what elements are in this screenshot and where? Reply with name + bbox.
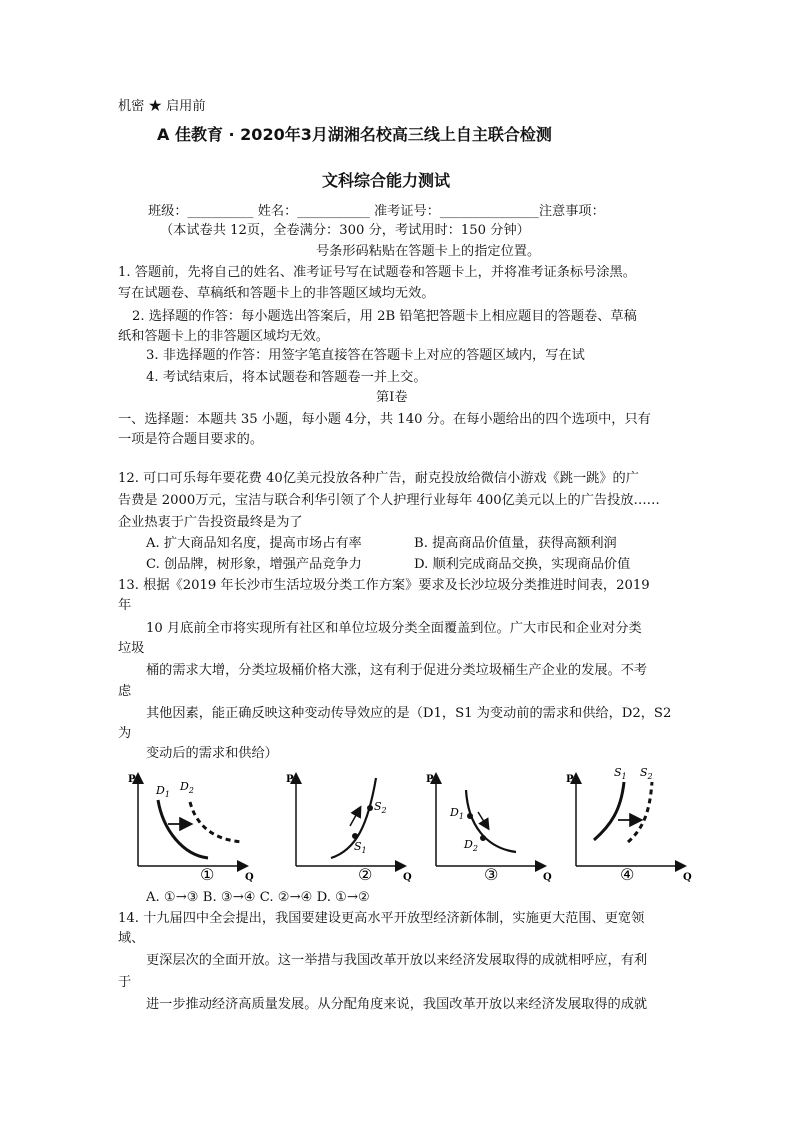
q14-stem-3: 进一步推动经济高质量发展。从分配角度来说，我国改革开放以来经济发展取得的成就 (146, 997, 648, 1012)
point-label-d1: $D_1$ (450, 806, 464, 821)
s2-curve (628, 782, 652, 842)
d-curve (466, 790, 516, 852)
q12-stem-2: 告费是 2000万元，宝洁与联合利华引领了个人护理行业每年 400亿美元以上的广告投放…… (118, 493, 660, 508)
volume-heading: 第Ⅰ卷 (376, 390, 408, 405)
graph-number: ② (358, 865, 373, 884)
curve-label-2: $D_2$ (180, 780, 194, 795)
curve-label-s2: $S_2$ (640, 766, 653, 781)
q13-stem-4-wrap: 为 (118, 726, 132, 741)
q14-stem-2: 更深层次的全面开放。这一举措与我国改革开放以来经济发展取得的成就相呼应，有利 (146, 953, 648, 968)
q14-stem-wrap: 域、 (118, 931, 145, 946)
axis-q-label: Q (245, 872, 254, 883)
q12-option-a: A. 扩大商品知名度，提高市场占有率 (146, 536, 362, 551)
q13-stem-5: 变动后的需求和供给） (146, 746, 278, 761)
curve-label-1: $D_1$ (156, 784, 170, 799)
graph-number: ③ (484, 865, 499, 884)
graph-1 (128, 770, 254, 890)
note-1: 1. 答题前，先将自己的姓名、准考证号写在试题卷和答题卡上，并将准考证条标号涂黑。 (118, 265, 636, 280)
graph-number: ④ (620, 865, 635, 884)
exam-title: A 佳教育 · 2020年3月湖湘名校高三线上自主联合检测 (157, 125, 552, 144)
confidential-mark: 机密 ★ 启用前 (118, 99, 206, 114)
graph-2 (286, 770, 412, 890)
s1-curve (594, 782, 624, 840)
student-info-fields: 班级：__________ 姓名：___________ 准考证号：_______________注意事项： (148, 204, 605, 219)
q13-stem-2-wrap: 垃圾 (118, 641, 145, 656)
barcode-note: 号条形码粘贴在答题卡上的指定位置。 (316, 244, 541, 259)
q13-stem-3-wrap: 虑 (118, 684, 132, 699)
q13-options: A. ①→③ B. ③→④ C. ②→④ D. ①→② (146, 890, 370, 905)
d1-curve (158, 800, 208, 858)
q12-stem: 12. 可口可乐每年要花费 40亿美元投放各种广告，耐克投放给微信小游戏《跳一跳》的广 (118, 471, 639, 486)
point-s2 (367, 805, 373, 811)
axis-q-label: Q (403, 872, 412, 883)
q12-option-d: D. 顺利完成商品交换，实现商品价值 (414, 557, 631, 572)
exam-meta: （本试卷共 12页，全卷满分：300 分，考试用时：150 分钟） (160, 223, 530, 238)
axis-p-label: P (566, 774, 574, 785)
point-d1 (467, 813, 473, 819)
exam-subtitle: 文科综合能力测试 (322, 171, 451, 190)
section-intro-cont: 一项是符合题目要求的。 (118, 432, 264, 447)
q14-stem: 14. 十九届四中全会提出，我国要建设更高水平开放型经济新体制，实施更大范围、更宽领 (118, 911, 645, 926)
graph-4 (566, 766, 692, 890)
q13-stem-3: 桶的需求大增，分类垃圾桶价格大涨，这有利于促进分类垃圾桶生产企业的发展。不考 (146, 663, 648, 678)
graph-number: ① (200, 865, 215, 884)
move-arrow (478, 812, 488, 828)
note-2-cont: 纸和答题卡上的非答题区域均无效。 (118, 329, 329, 344)
section-intro: 一、选择题：本题共 35 小题，每小题 4分，共 140 分。在每小题给出的四个选项中，只有 (118, 412, 651, 427)
point-s1 (352, 833, 358, 839)
axis-q-label: Q (683, 872, 692, 883)
q13-stem-2: 10 月底前全市将实现所有社区和单位垃圾分类全面覆盖到位。广大市民和企业对分类 (146, 621, 642, 636)
move-arrow (350, 808, 360, 826)
axis-p-label: P (128, 774, 136, 785)
q12-stem-3: 企业热衷于广告投资最终是为了 (118, 515, 303, 530)
curve-label-s1: $S_1$ (614, 766, 627, 781)
point-label-s2: $S_2$ (374, 800, 387, 815)
q13-stem-4: 其他因素，能正确反映这种变动传导效应的是（D1，S1 为变动前的需求和供给，D2，S2 (146, 706, 672, 721)
q13-stem-wrap: 年 (118, 598, 132, 613)
q13-stem: 13. 根据《2019 年长沙市生活垃圾分类工作方案》要求及长沙垃圾分类推进时间表，2019 (118, 578, 650, 593)
note-1-cont: 写在试题卷、草稿纸和答题卡上的非答题区域均无效。 (118, 286, 435, 301)
axis-q-label: Q (543, 872, 552, 883)
note-3: 3. 非选择题的作答：用签字笔直接答在答题卡上对应的答题区域内，写在试 (146, 348, 585, 363)
d2-curve (190, 802, 243, 842)
axis-p-label: P (426, 774, 434, 785)
note-4: 4. 考试结束后，将本试题卷和答题卷一并上交。 (146, 370, 427, 385)
q14-stem-2-wrap: 于 (118, 975, 132, 990)
q12-option-c: C. 创品牌，树形象，增强产品竞争力 (146, 557, 362, 572)
point-d2 (480, 835, 486, 841)
note-2: 2. 选择题的作答：每小题选出答案后，用 2B 铅笔把答题卡上相应题目的答题卷、草稿 (132, 309, 637, 324)
point-label-d2: $D_2$ (464, 838, 478, 853)
point-label-s1: $S_1$ (354, 840, 367, 855)
q12-option-b: B. 提高商品价值量，获得高额利润 (414, 536, 617, 551)
axis-p-label: P (286, 774, 294, 785)
graph-3 (426, 770, 552, 890)
